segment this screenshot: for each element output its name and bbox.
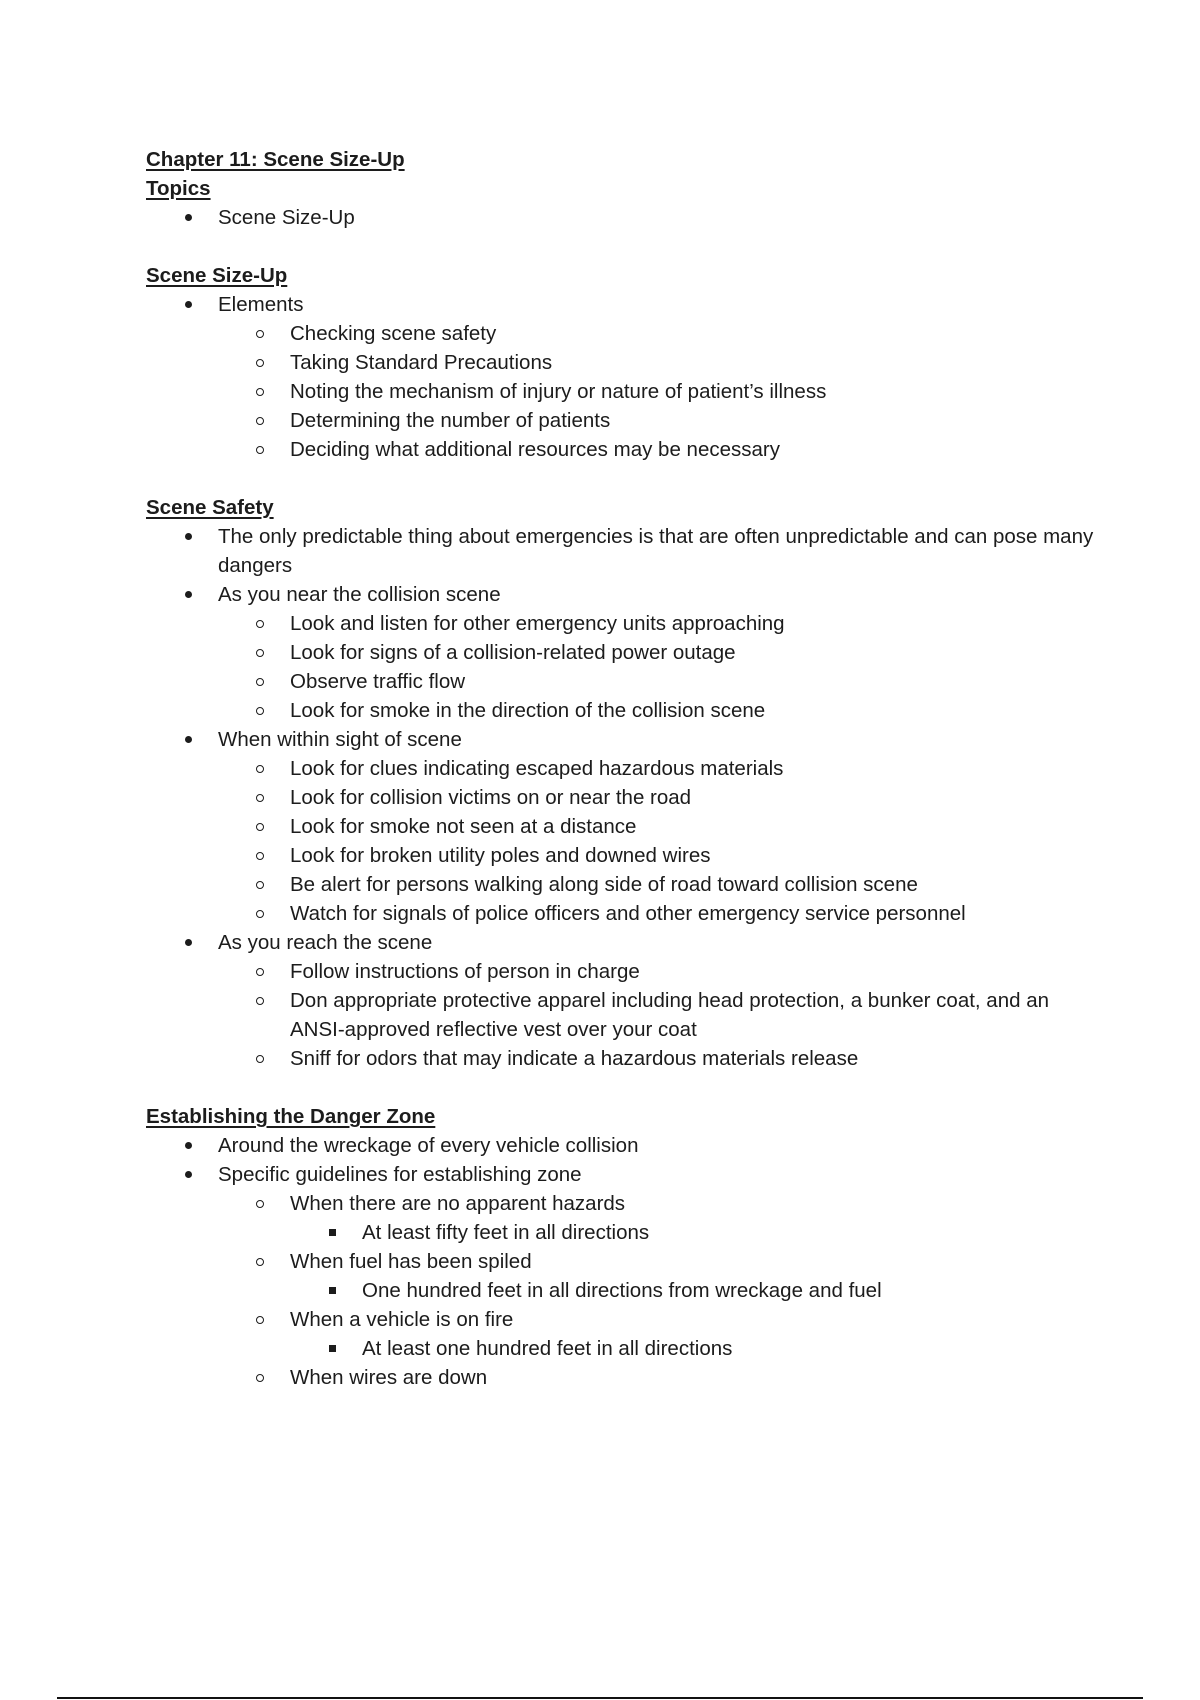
- bullet-circle-icon: [250, 870, 270, 899]
- sub-list-item: Don appropriate protective apparel including head protection, a bunker coat, and an ANSI-approved reflective vest over your coat: [146, 986, 1106, 1044]
- bullet-dot-icon: [178, 1160, 198, 1189]
- list-item: The only predictable thing about emergencies is that are often unpredictable and can pose many dangers: [146, 522, 1106, 580]
- list-item: Scene Size-Up: [146, 203, 1106, 232]
- bullet-square-icon: [322, 1276, 342, 1305]
- sub-list-item: Look for clues indicating escaped hazardous materials: [146, 754, 1106, 783]
- bullet-circle-icon: [250, 1189, 270, 1218]
- bullet-dot-icon: [178, 290, 198, 319]
- sub-list-item: Watch for signals of police officers and other emergency service personnel: [146, 899, 1106, 928]
- bullet-circle-icon: [250, 609, 270, 638]
- bullet-dot-icon: [178, 203, 198, 232]
- document-page: [146, 145, 1106, 1392]
- sub-list-item: Be alert for persons walking along side of road toward collision scene: [146, 870, 1106, 899]
- bullet-circle-icon: [250, 377, 270, 406]
- sub-list-item: Look for collision victims on or near the road: [146, 783, 1106, 812]
- bullet-circle-icon: [250, 348, 270, 377]
- sub-list-item: Follow instructions of person in charge: [146, 957, 1106, 986]
- page-bottom-rule: [57, 1697, 1143, 1699]
- chapter-title: Chapter 11: Scene Size-Up: [146, 148, 405, 171]
- list-item: Specific guidelines for establishing zone: [146, 1160, 1106, 1189]
- sub-list-item: Look for smoke in the direction of the collision scene: [146, 696, 1106, 725]
- bullet-circle-icon: [250, 986, 270, 1015]
- sub-list-item: Noting the mechanism of injury or nature of patient’s illness: [146, 377, 1106, 406]
- sub-sub-list-item: At least one hundred feet in all directions: [146, 1334, 1106, 1363]
- sub-list-item: Checking scene safety: [146, 319, 1106, 348]
- sub-list-item: Look for smoke not seen at a distance: [146, 812, 1106, 841]
- sub-list-item: Look for signs of a collision-related power outage: [146, 638, 1106, 667]
- sub-sub-list-item: One hundred feet in all directions from wreckage and fuel: [146, 1276, 1106, 1305]
- bullet-circle-icon: [250, 783, 270, 812]
- list-item: Around the wreckage of every vehicle collision: [146, 1131, 1106, 1160]
- scene-safety-heading: Scene Safety: [146, 496, 274, 519]
- bullet-circle-icon: [250, 957, 270, 986]
- scene-safety-list: [146, 522, 1106, 1073]
- scene-size-up-list: [146, 290, 1106, 464]
- bullet-circle-icon: [250, 812, 270, 841]
- list-item: As you reach the scene: [146, 928, 1106, 957]
- sub-list-item: When fuel has been spiled: [146, 1247, 1106, 1276]
- list-item: Elements: [146, 290, 1106, 319]
- sub-list-item: When a vehicle is on fire: [146, 1305, 1106, 1334]
- bullet-circle-icon: [250, 1044, 270, 1073]
- bullet-circle-icon: [250, 1247, 270, 1276]
- bullet-square-icon: [322, 1334, 342, 1363]
- bullet-circle-icon: [250, 435, 270, 464]
- sub-list-item: Observe traffic flow: [146, 667, 1106, 696]
- bullet-dot-icon: [178, 1131, 198, 1160]
- bullet-circle-icon: [250, 696, 270, 725]
- bullet-dot-icon: [178, 928, 198, 957]
- bullet-circle-icon: [250, 899, 270, 928]
- scene-size-up-heading: Scene Size-Up: [146, 264, 288, 287]
- bullet-circle-icon: [250, 754, 270, 783]
- danger-zone-heading: Establishing the Danger Zone: [146, 1105, 436, 1128]
- bullet-dot-icon: [178, 725, 198, 754]
- bullet-circle-icon: [250, 1305, 270, 1334]
- bullet-circle-icon: [250, 638, 270, 667]
- bullet-circle-icon: [250, 406, 270, 435]
- topics-list: [146, 203, 1106, 232]
- sub-list-item: Deciding what additional resources may be necessary: [146, 435, 1106, 464]
- sub-list-item: When there are no apparent hazards: [146, 1189, 1106, 1218]
- bullet-dot-icon: [178, 580, 198, 609]
- bullet-circle-icon: [250, 319, 270, 348]
- sub-list-item: Sniff for odors that may indicate a hazardous materials release: [146, 1044, 1106, 1073]
- sub-sub-list-item: At least fifty feet in all directions: [146, 1218, 1106, 1247]
- sub-list-item: Look and listen for other emergency units approaching: [146, 609, 1106, 638]
- sub-list-item: Determining the number of patients: [146, 406, 1106, 435]
- sub-list-item: When wires are down: [146, 1363, 1106, 1392]
- bullet-square-icon: [322, 1218, 342, 1247]
- list-item: When within sight of scene: [146, 725, 1106, 754]
- list-item: As you near the collision scene: [146, 580, 1106, 609]
- bullet-circle-icon: [250, 667, 270, 696]
- sub-list-item: Taking Standard Precautions: [146, 348, 1106, 377]
- bullet-dot-icon: [178, 522, 198, 551]
- danger-zone-list: [146, 1131, 1106, 1392]
- bullet-circle-icon: [250, 841, 270, 870]
- topics-heading: Topics: [146, 177, 211, 200]
- bullet-circle-icon: [250, 1363, 270, 1392]
- sub-list-item: Look for broken utility poles and downed wires: [146, 841, 1106, 870]
